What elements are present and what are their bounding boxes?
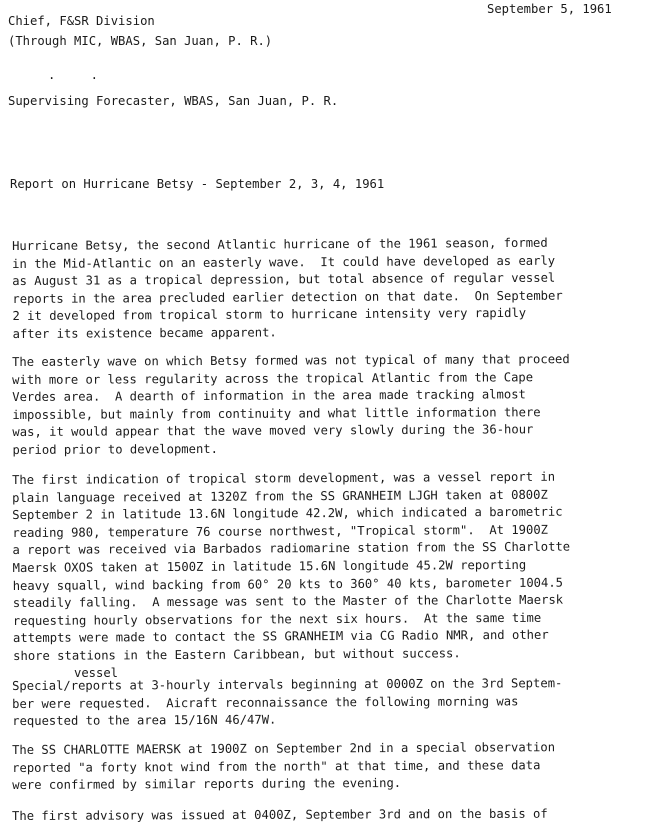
- text-line: reported "a forty knot wind from the north" at that time, and these data: [12, 757, 541, 775]
- text-line: as August 31 as a tropical depression, but total absence of regular vessel: [12, 270, 556, 289]
- text-line: was, it would appear that the wave moved very slowly during the 36-hour: [12, 422, 534, 440]
- text-line: The easterly wave on which Betsy formed was not typical of many that proceed: [12, 352, 570, 369]
- typed-insertion: vessel: [74, 666, 119, 680]
- text-line: after its existence became apparent.: [12, 325, 277, 341]
- text-line: ber were requested. Aicraft reconnaissance the following morning was: [12, 693, 519, 711]
- text-line: a report was received via Barbados radiomarine station from the SS Charlotte: [12, 539, 571, 558]
- text-line: requested to the area 15/16N 46/47W.: [12, 712, 277, 729]
- text-line: attempts were made to contact the SS GRANHEIM via CG Radio NMR, and other: [12, 628, 549, 646]
- text-line: The first indication of tropical storm development, was a vessel report in: [12, 469, 556, 487]
- text-line: were confirmed by similar reports during the evening.: [12, 776, 402, 793]
- text-line: The SS CHARLOTTE MAERSK at 1900Z on September 2nd in a special observation: [12, 740, 556, 757]
- stray-marks: . .: [48, 68, 113, 82]
- paragraph-first-indication: [12, 468, 645, 665]
- text-line: period prior to development.: [12, 441, 218, 457]
- paragraph-special-reports: [12, 675, 644, 731]
- paragraph-first-advisory: [12, 805, 644, 825]
- text-line: impossible, but mainly from continuity and what little information there: [12, 405, 541, 422]
- text-line: The first advisory was issued at 0400Z, September 3rd and on the basis of: [12, 806, 548, 823]
- paragraph-charlotte-maersk: [12, 739, 644, 795]
- text-line: Special/reports at 3-hourly intervals beginning at 0000Z on the 3rd Septem-: [12, 676, 563, 693]
- text-line: shore stations in the Eastern Caribbean, but without success.: [13, 646, 461, 663]
- text-line: Hurricane Betsy, the second Atlantic hurricane of the 1961 season, formed: [12, 235, 548, 253]
- routing-line: (Through MIC, WBAS, San Juan, P. R.): [8, 34, 273, 48]
- text-line: 2 it developed from tropical storm to hurricane intensity very rapidly: [12, 306, 527, 324]
- memo-date: September 5, 1961: [487, 2, 612, 16]
- paragraph-easterly-wave: [12, 351, 645, 460]
- text-line: Maersk OXOS taken at 1500Z in latitude 15.6N longitude 45.2W reporting: [12, 557, 527, 575]
- text-line: with more or less regularity across the tropical Atlantic from the Cape: [12, 369, 534, 387]
- subject-line: Report on Hurricane Betsy - September 2, 3, 4, 1961: [10, 177, 385, 191]
- text-line: September 2 in latitude 13.6N longitude 42.2W, which indicated a barometric: [12, 504, 563, 523]
- paragraph-formation: [12, 234, 645, 343]
- text-line: reading 980, temperature 76 course northwest, "Tropical storm". At 1900Z: [12, 522, 549, 540]
- text-line: heavy squall, wind backing from 60° 20 kts to 360° 40 kts, barometer 1004.5: [12, 575, 564, 593]
- text-line: reports in the area precluded earlier detection on that date. On September: [12, 288, 563, 306]
- text-line: in the Mid-Atlantic on an easterly wave. It could have developed as early: [12, 253, 556, 271]
- sender-line: Supervising Forecaster, WBAS, San Juan, P. R.: [8, 94, 339, 108]
- text-line: steadily falling. A message was sent to the Master of the Charlotte Maersk: [12, 592, 564, 611]
- text-line: plain language received at 1320Z from the SS GRANHEIM LJGH taken at 0800Z: [12, 487, 548, 505]
- recipient-line: Chief, F&SR Division: [8, 14, 155, 28]
- text-line: Verdes area. A dearth of information in the area made tracking almost: [12, 387, 526, 405]
- text-line: requesting hourly observations for the next six hours. At the same time: [12, 610, 542, 628]
